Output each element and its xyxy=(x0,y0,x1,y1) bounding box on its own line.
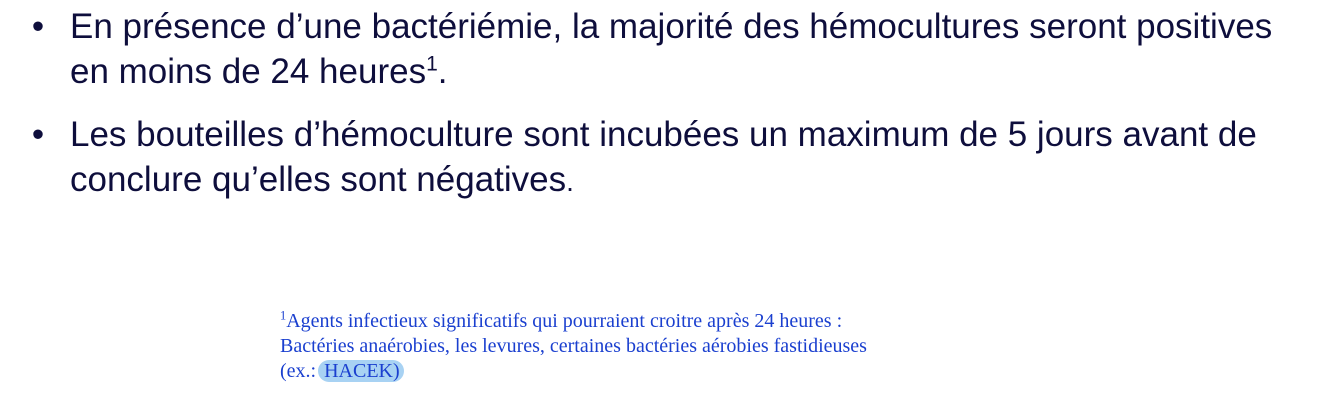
footnote xyxy=(280,309,1080,384)
footnote-reference: 1 xyxy=(426,52,438,76)
footnote-line-2: Bactéries anaérobies, les levures, certaines bactéries aérobies fastidieuses xyxy=(280,335,867,357)
bullet-item xyxy=(28,112,1318,204)
bullet-end: . xyxy=(566,166,574,197)
bullet-end: . xyxy=(437,52,448,91)
bullet-icon: • xyxy=(31,7,45,46)
footnote-marker: 1 xyxy=(280,308,287,323)
bullet-text: En présence d’une bactériémie, la majorité des hémocultures seront positives en moins de 24 heures xyxy=(70,7,1273,91)
bullet-item xyxy=(28,4,1318,94)
footnote-text-1: Agents infectieux significatifs qui pourraient croitre après 24 heures : xyxy=(286,310,843,332)
highlighted-text[interactable]: HACEK) xyxy=(318,360,404,382)
footnote-line-3 xyxy=(280,359,1080,384)
footnote-line-1 xyxy=(280,309,1080,334)
bullet-icon: • xyxy=(31,115,45,154)
footnote-prefix: (ex.: xyxy=(280,360,317,382)
bullet-list xyxy=(28,4,1318,222)
bullet-text: Les bouteilles d’hémoculture sont incubées un maximum de 5 jours avant de conclure qu’elles sont négatives xyxy=(70,115,1257,199)
